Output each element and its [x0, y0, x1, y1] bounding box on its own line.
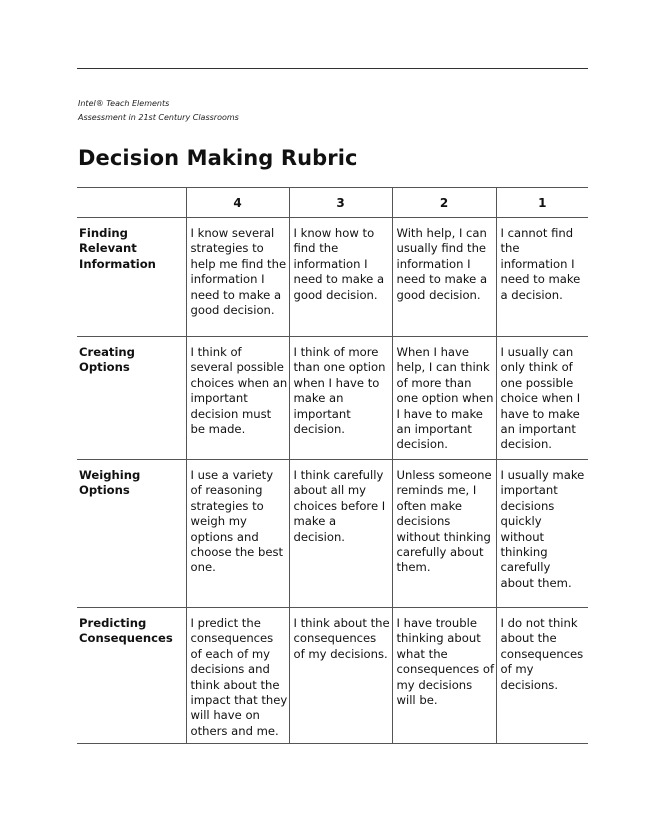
rubric-cell-score-2: When I have help, I can think of more than one option when I have to make an important decision. — [392, 337, 496, 460]
rubric-cell-score-1: I usually make important decisions quickly without thinking carefully about them. — [496, 460, 588, 608]
rubric-cell-score-2: With help, I can usually find the information I need to make a good decision. — [392, 218, 496, 337]
rubric-cell-score-1: I cannot find the information I need to make a decision. — [496, 218, 588, 337]
score-3-header: 3 — [289, 188, 392, 218]
score-2-header: 2 — [392, 188, 496, 218]
top-rule — [77, 68, 588, 69]
rubric-row-finding-relevant-information — [77, 218, 588, 337]
rubric-cell-score-2: Unless someone reminds me, I often make decisions without thinking carefully about them. — [392, 460, 496, 608]
rubric-header-row — [77, 188, 588, 218]
score-1-header: 1 — [496, 188, 588, 218]
rubric-cell-score-4: I predict the consequences of each of my decisions and think about the impact that they will have on others and me. — [186, 608, 289, 744]
rubric-row-predicting-consequences — [77, 608, 588, 744]
rubric-row-weighing-options — [77, 460, 588, 608]
page-title: Decision Making Rubric — [78, 146, 358, 170]
criterion-label: Predicting Consequences — [77, 608, 186, 744]
criterion-label: Finding Relevant Information — [77, 218, 186, 337]
rubric-cell-score-4: I know several strategies to help me find the information I need to make a good decision. — [186, 218, 289, 337]
rubric-table — [77, 187, 588, 744]
rubric-cell-score-1: I do not think about the consequences of my decisions. — [496, 608, 588, 744]
header-course: Assessment in 21st Century Classrooms — [78, 113, 239, 122]
header-program: Intel® Teach Elements — [78, 99, 170, 108]
rubric-cell-score-2: I have trouble thinking about what the consequences of my decisions will be. — [392, 608, 496, 744]
criterion-label: Weighing Options — [77, 460, 186, 608]
rubric-cell-score-3: I think of more than one option when I have to make an important decision. — [289, 337, 392, 460]
rubric-cell-score-3: I think carefully about all my choices before I make a decision. — [289, 460, 392, 608]
criterion-label: Creating Options — [77, 337, 186, 460]
rubric-cell-score-3: I know how to find the information I need to make a good decision. — [289, 218, 392, 337]
rubric-cell-score-1: I usually can only think of one possible choice when I have to make an important decision. — [496, 337, 588, 460]
rubric-cell-score-4: I use a variety of reasoning strategies to weigh my options and choose the best one. — [186, 460, 289, 608]
rubric-row-creating-options — [77, 337, 588, 460]
rubric-cell-score-3: I think about the consequences of my decisions. — [289, 608, 392, 744]
criterion-column-header — [77, 188, 186, 218]
score-4-header: 4 — [186, 188, 289, 218]
rubric-cell-score-4: I think of several possible choices when an important decision must be made. — [186, 337, 289, 460]
